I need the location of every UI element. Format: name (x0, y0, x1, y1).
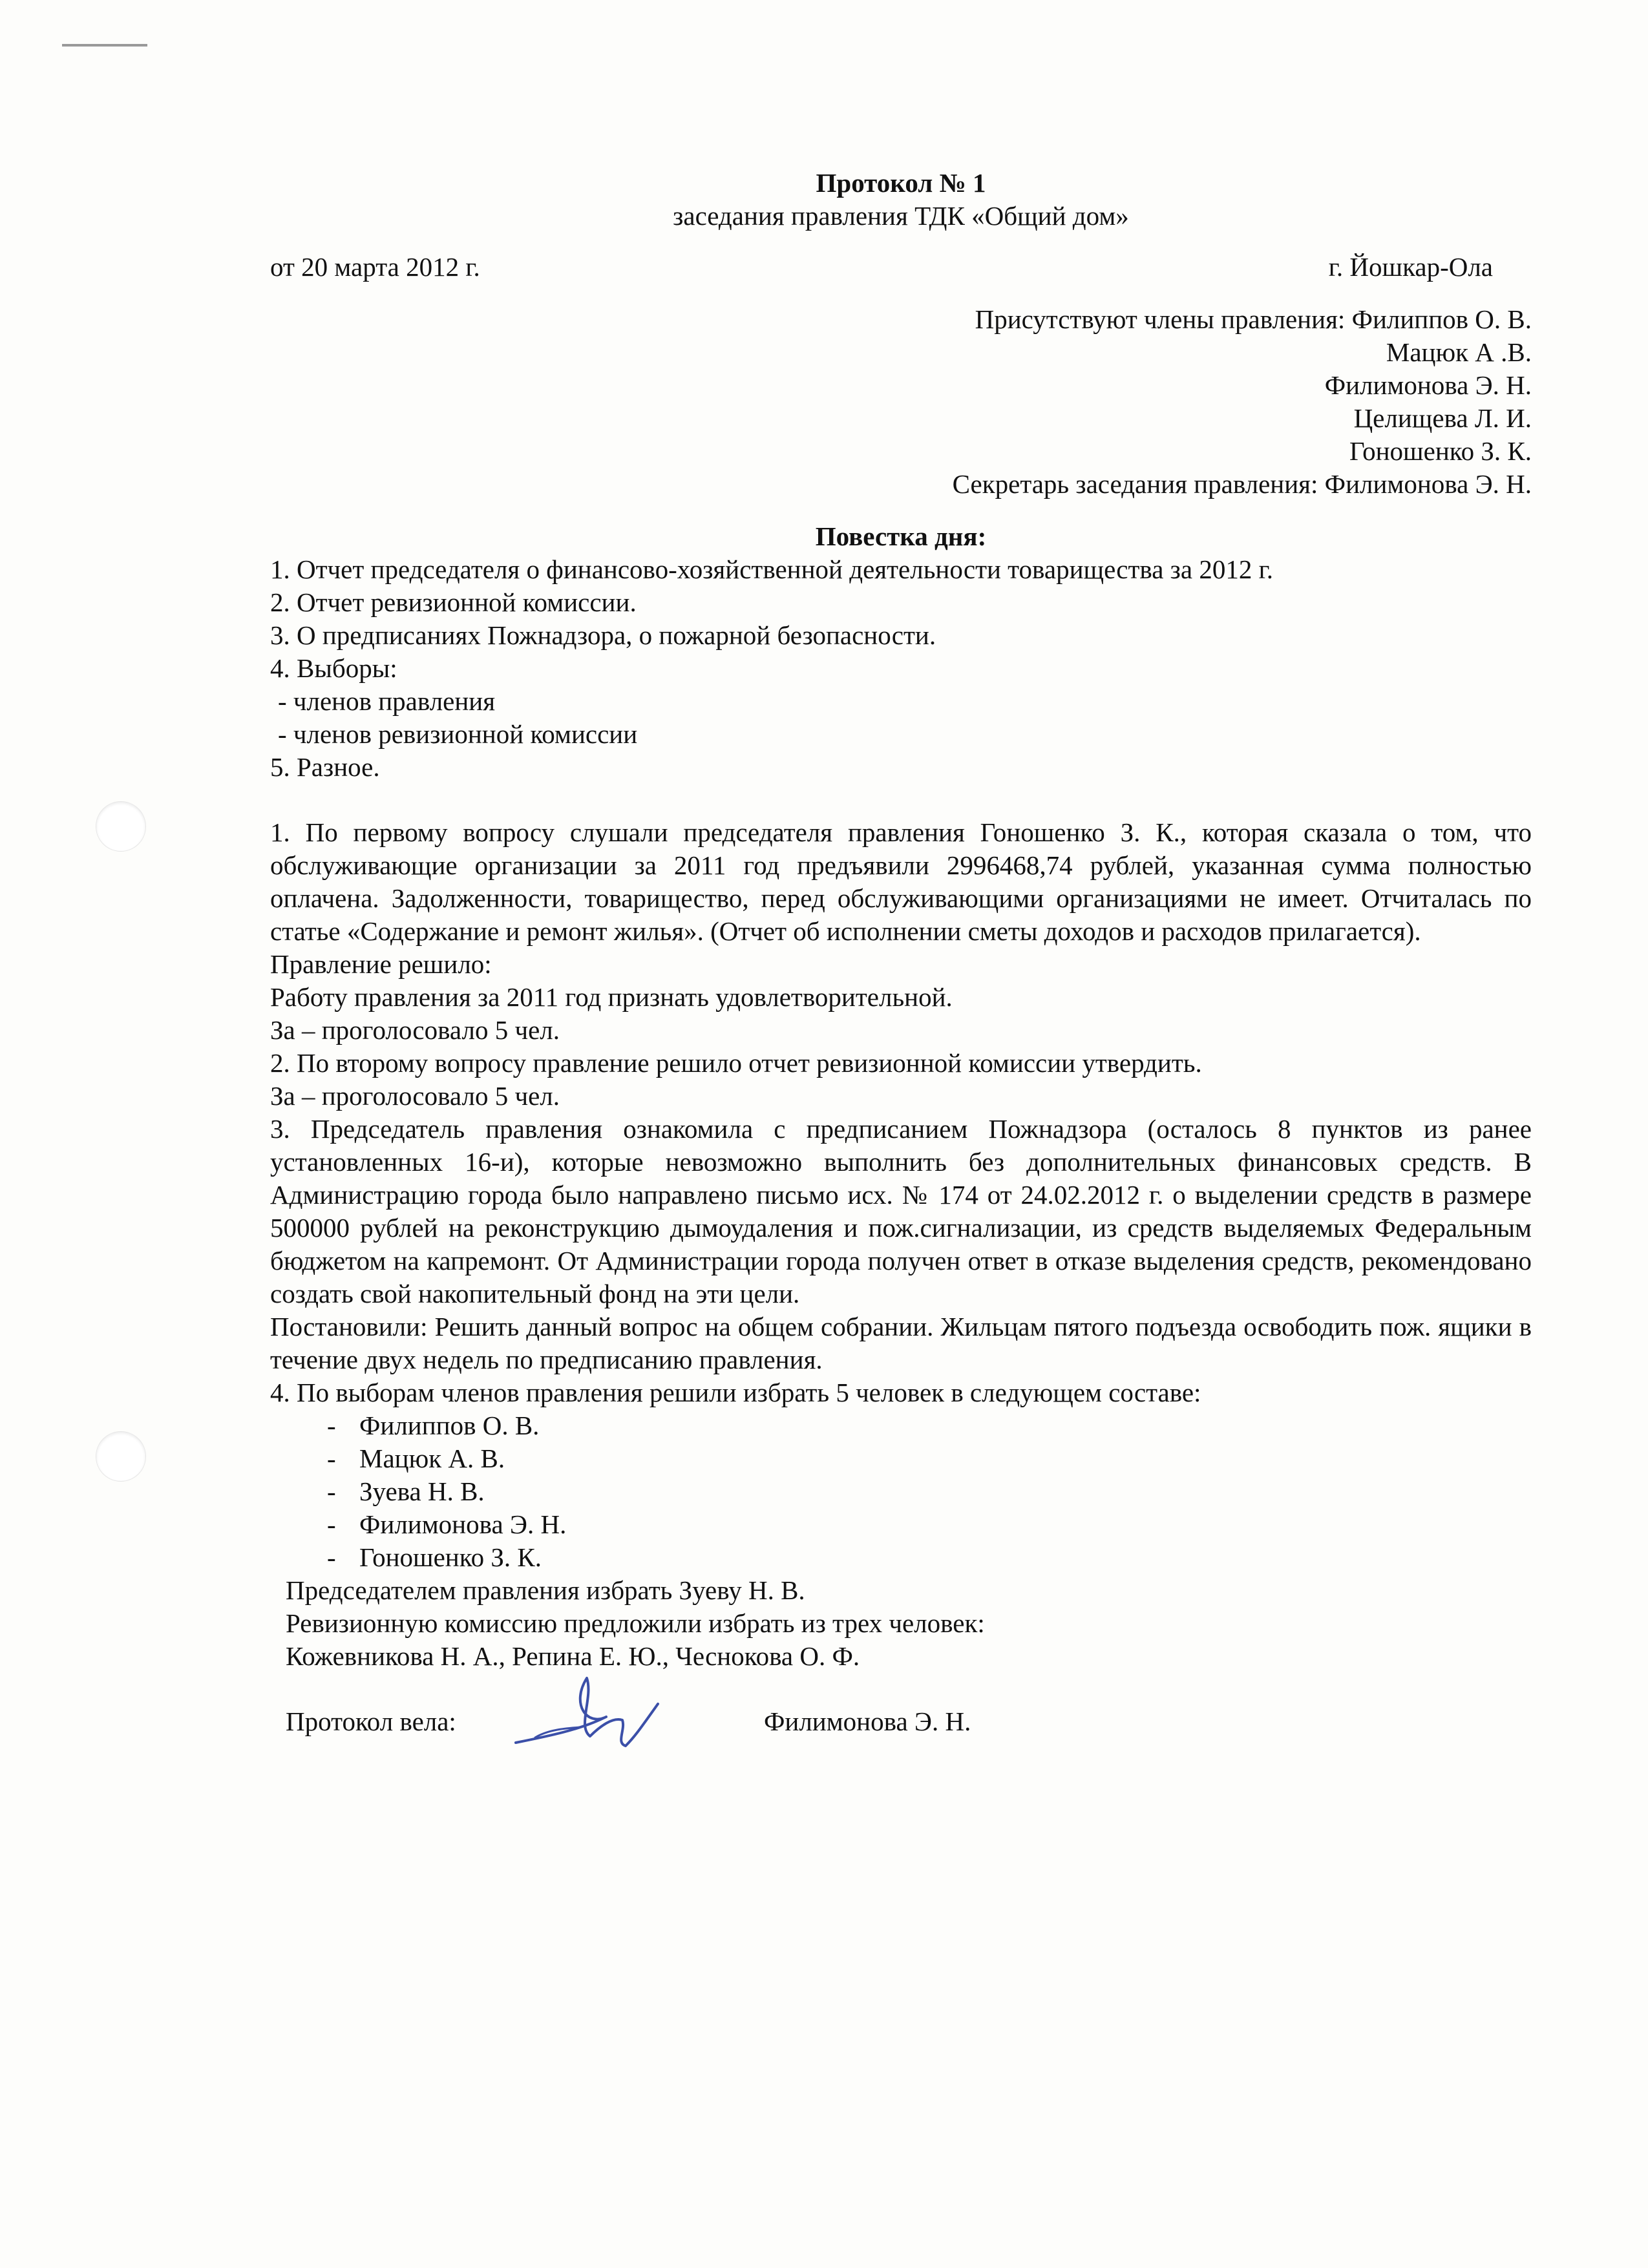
list-item: - Филиппов О. В. (327, 1411, 540, 1440)
list-item: - Мацюк А. В. (327, 1444, 505, 1473)
member-name: Мацюк А. В. (359, 1444, 505, 1473)
handwritten-signature (509, 1665, 671, 1762)
secretary-line: Секретарь заседания правления: Филимонова Э. Н. (952, 469, 1532, 499)
audit-members-line: Кожевникова Н. А., Репина Е. Ю., Чеснокова О. Ф. (286, 1641, 860, 1671)
agenda-list (270, 553, 1532, 784)
vote-line: За – проголосовало 5 чел. (270, 1015, 560, 1045)
paragraph-question-3: 3. Председатель правления ознакомила с предписанием Пожнадзора (осталось 8 пунктов из ранее установленных 16-и), которые невозможно выполнить без дополнительных финансовых средств. В Администрацию города было направлено письмо исх. № 174 от 24.02.2012 г. о выделении средств в размере 500000 рублей на реконструкцию дымоудаления и пож.сигнализации, из средств выделяемых Федеральным бюджетом на капремонт. От Администрации города получен ответ в отказе выделения средств, рекомендовано создать свой накопительный фонд на эти цели. (270, 1114, 1532, 1308)
punch-hole-bottom (96, 1431, 146, 1482)
agenda-subitem: - членов правления (278, 686, 496, 716)
member-name: Гоношенко З. К. (359, 1542, 542, 1572)
paragraph-question-1: 1. По первому вопросу слушали председателя правления Гоношенко З. К., которая сказала о том, что обслуживающие организации за 2011 год предъявили 2996468,74 рублей, указанная сумма полностью оплачена. Задолженности, товарищество, перед обслуживающими организациями не имеет. Отчиталась по статье «Содержание и ремонт жилья». (Отчет об исполнении сметы доходов и расходов прилагается). (270, 817, 1532, 946)
attendance-line: Присутствуют члены правления: Филиппов О. В. (975, 304, 1532, 334)
signer-name: Филимонова Э. Н. (764, 1706, 971, 1736)
attendance-line: Гоношенко З. К. (1349, 436, 1532, 466)
member-name: Филимонова Э. Н. (359, 1509, 567, 1539)
attendance-line: Мацюк А .В. (1386, 337, 1532, 367)
question-2-line: 2. По второму вопросу правление решило отчет ревизионной комиссии утвердить. (270, 1048, 1202, 1078)
decision-label: Правление решило: (270, 949, 492, 979)
list-item: - Зуева Н. В. (327, 1476, 485, 1506)
document-date: от 20 марта 2012 г. (270, 252, 480, 282)
agenda-item: 2. Отчет ревизионной комиссии. (270, 587, 637, 617)
agenda-item: 3. О предписаниях Пожнадзора, о пожарной безопасности. (270, 620, 936, 650)
member-name: Зуева Н. В. (359, 1476, 485, 1506)
punch-hole-top (96, 801, 146, 852)
chair-line: Председателем правления избрать Зуеву Н. В. (286, 1575, 805, 1605)
decision-text: Работу правления за 2011 год признать удовлетворительной. (270, 982, 953, 1012)
attendance-block (270, 303, 1532, 501)
scan-mark (62, 44, 147, 47)
agenda-item: 1. Отчет председателя о финансово-хозяйственной деятельности товарищества за 2012 г. (270, 554, 1274, 584)
agenda-item: 4. Выборы: (270, 653, 397, 683)
signature-row (270, 1705, 1532, 1738)
document-title: Протокол № 1 (816, 168, 986, 198)
paragraph-resolution: Постановили: Решить данный вопрос на общем собрании. Жильцам пятого подъезда освободить пож. ящики в течение двух недель по предписанию правления. (270, 1312, 1532, 1374)
list-item: - Филимонова Э. Н. (327, 1509, 567, 1539)
agenda-title: Повестка дня: (815, 521, 987, 551)
attendance-line: Филимонова Э. Н. (1324, 370, 1532, 400)
date-city-row (270, 251, 1532, 284)
members-list (270, 1409, 1532, 1574)
attendance-line: Целищева Л. И. (1353, 403, 1532, 433)
document-subtitle: заседания правления ТДК «Общий дом» (673, 201, 1129, 231)
document-city: г. Йошкар-Ола (1328, 252, 1493, 282)
audit-line: Ревизионную комиссию предложили избрать из трех человек: (286, 1608, 985, 1638)
agenda-subitem: - членов ревизионной комиссии (278, 719, 638, 749)
vote-line: За – проголосовало 5 чел. (270, 1081, 560, 1111)
agenda-item: 5. Разное. (270, 752, 380, 782)
member-name: Филиппов О. В. (359, 1411, 540, 1440)
document-content (270, 167, 1532, 1738)
question-4-line: 4. По выборам членов правления решили избрать 5 человек в следующем составе: (270, 1378, 1201, 1407)
signature-label: Протокол вела: (286, 1706, 456, 1736)
list-item: - Гоношенко З. К. (327, 1542, 542, 1572)
